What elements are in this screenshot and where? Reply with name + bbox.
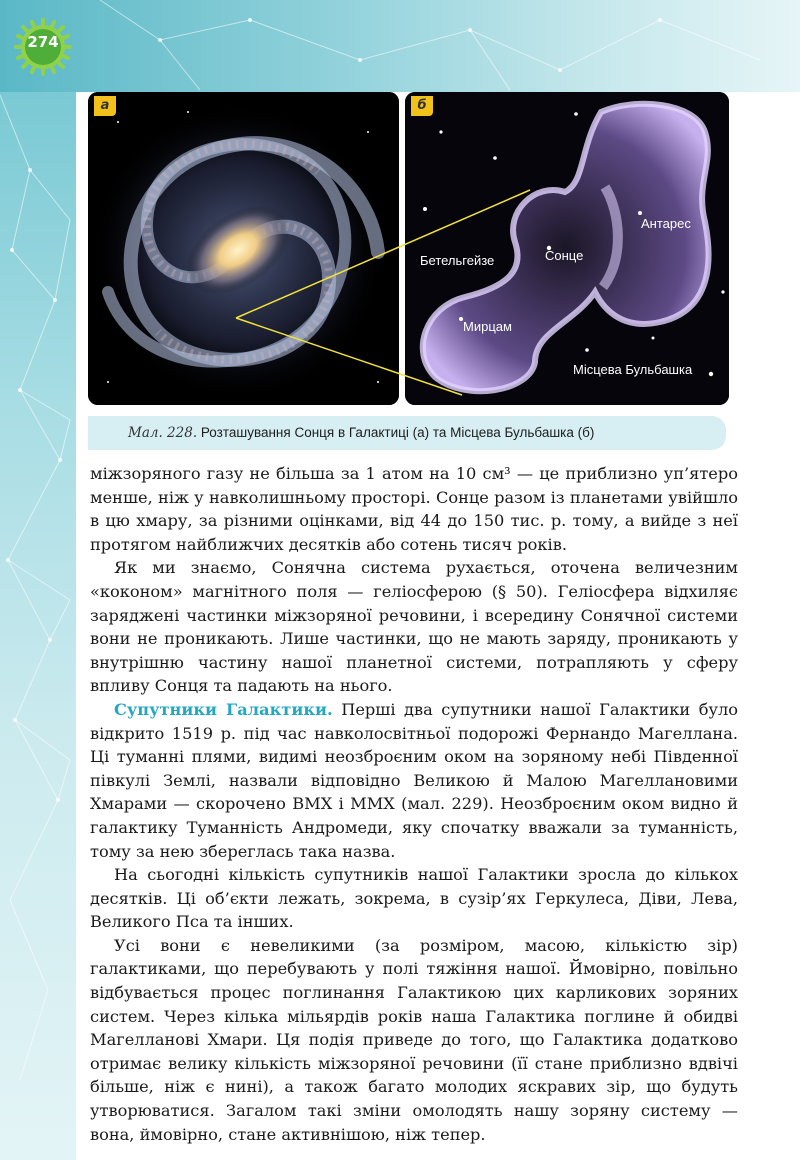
star-label-mirzam: Мирцам [463,319,512,334]
milky-way-galaxy-image [88,92,399,405]
figure-caption [88,416,726,450]
figure-caption-label: Мал. 228. [128,425,198,441]
paragraph [90,698,738,863]
star-label-betelgeuse: Бетельгейзе [420,253,495,268]
star-label-sun: Сонце [545,248,584,263]
figure-panel-b [405,92,729,405]
figure-caption-text: Розташування Сонця в Галактиці (а) та Місцева Бульбашка (б) [200,425,595,440]
paragraph: На сьогодні кількість супутників нашої Галактики зросла до кількох десятків. Ці об’єкти лежать, зокрема, в сузір’ях Геркулеса, Діви, Лева, Великого Пса та інших. [90,865,738,932]
figure-panel-a [88,92,399,405]
panel-a-label: а [94,96,116,116]
page-number: 274 [27,33,59,51]
paragraph-text: Перші два супутники нашої Галактики було відкрито 1519 р. під час навколосвітньої подорожі Фернандо Магеллана. Ці туманні плями, видимі неозброєним оком на зоряному небі Південної півкулі Землі, назвали відповідно Великою й Малою Магеллановими Хмарами — скорочено ВМХ і ММХ (мал. 229). Неозброєним оком видно й галактику Туманність Андромеди, яку спочатку вважали за туманність, тому за нею збереглась така назва. [90,699,738,861]
star-label-antares: Антарес [641,216,691,231]
main-text [90,462,738,1146]
star-label-local-bubble: Місцева Бульбашка [573,362,693,377]
panel-b-label: б [411,96,433,116]
paragraph: Як ми знаємо, Сонячна система рухається, оточена величезним «коконом» магнітного поля — геліосферою (§ 50). Геліосфера відхиляє заряджені частинки міжзоряної речовини, і всередину Сонячної системи вони не проникають. Лише частинки, що не мають заряду, проникають у внутрішню частину нашої планетної системи, потрапляють у сферу впливу Сонця та падають на нього. [90,558,738,696]
paragraph: міжзоряного газу не більша за 1 атом на 10 см³ — це приблизно уп’ятеро менше, ніж у навколишньому просторі. Сонце разом із планетами увійшло в цю хмару, за різними оцінками, від 44 до 150 тис. р. тому, а вийде з неї протягом найближчих десятків або сотень тисяч років. [90,464,738,554]
section-heading: Супутники Галактики. [114,699,333,719]
paragraph: Усі вони є невеликими (за розміром, масою, кількістю зір) галактиками, що перебувають у полі тяжіння нашої. Ймовірно, повільно відбувається процес поглинання Галактикою цих карликових зоряних систем. Через кілька мільярдів років наша Галактика поглине й обидві Магелланові Хмари. Ця подія приведе до того, що Галактика додатково отримає велику кількість міжзоряної речовини (її стане приблизно вдвічі більше, ніж є нині), а також багато молодих яскравих зір, що будуть утворюватися. Загалом такі зміни омолодять нашу зоряну систему — вона, ймовірно, стане активнішою, ніж тепер. [90,935,738,1144]
